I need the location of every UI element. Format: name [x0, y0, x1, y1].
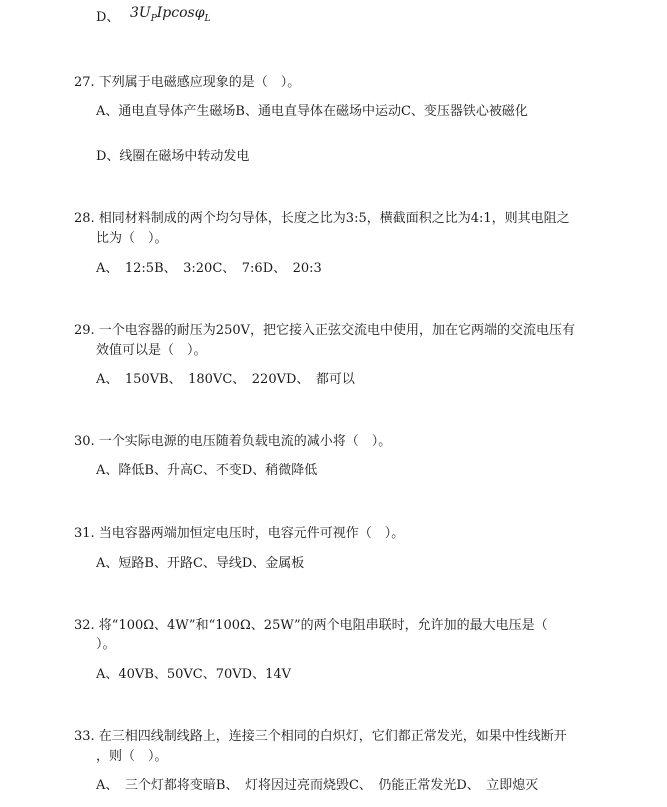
question-29-stem-line1: 29. 一个电容器的耐压为250V，把它接入正弦交流电中使用，加在它两端的交流电压有: [74, 323, 576, 338]
question-27-stem: 27. 下列属于电磁感应现象的是（ ）。: [74, 75, 301, 90]
formula: $3U_PIpcos\varphi_L$: [130, 5, 211, 24]
question-29-options: A、 150VB、 180VC、 220VD、 都可以: [96, 372, 355, 387]
question-30-options: A、降低B、升高C、不变D、稍微降低: [96, 463, 318, 478]
question-31-options: A、短路B、开路C、导线D、金属板: [96, 556, 305, 571]
question-27-options-line2: D、线圈在磁场中转动发电: [96, 149, 250, 164]
question-28-options: A、 12:5B、 3:20C、 7:6D、 20:3: [96, 261, 322, 276]
question-28-stem-line1: 28. 相同材料制成的两个均匀导体，长度之比为3:5，横截面积之比为4:1，则其电阻之: [74, 211, 570, 226]
question-33-stem-line1: 33. 在三相四线制线路上，连接三个相同的白炽灯，它们都正常发光，如果中性线断开: [74, 729, 567, 744]
question-27-options-line1: A、通电直导体产生磁场B、通电直导体在磁场中运动C、变压器铁心被磁化: [96, 104, 528, 119]
question-30-stem: 30. 一个实际电源的电压随着负载电流的减小将（ ）。: [74, 434, 392, 449]
question-33-stem-line2: ，则（ ）。: [96, 749, 168, 764]
question-32-stem-line2: ）。: [96, 637, 116, 652]
option-label: D、: [96, 10, 120, 25]
question-28-stem-line2: 比为（ ）。: [96, 231, 168, 246]
question-29-stem-line2: 效值可以是（ ）。: [96, 343, 207, 358]
question-26-option-d: [96, 5, 211, 25]
question-32-options: A、40VB、50VC、70VD、14V: [96, 667, 292, 682]
question-31-stem: 31. 当电容器两端加恒定电压时，电容元件可视作（ ）。: [74, 526, 405, 541]
question-33-options: A、 三个灯都将变暗B、 灯将因过亮而烧毁C、 仍能正常发光D、 立即熄灭: [96, 778, 539, 793]
question-32-stem-line1: 32. 将“100Ω、4W”和“100Ω、25W”的两个电阻串联时，允许加的最大电压是（: [74, 618, 548, 633]
